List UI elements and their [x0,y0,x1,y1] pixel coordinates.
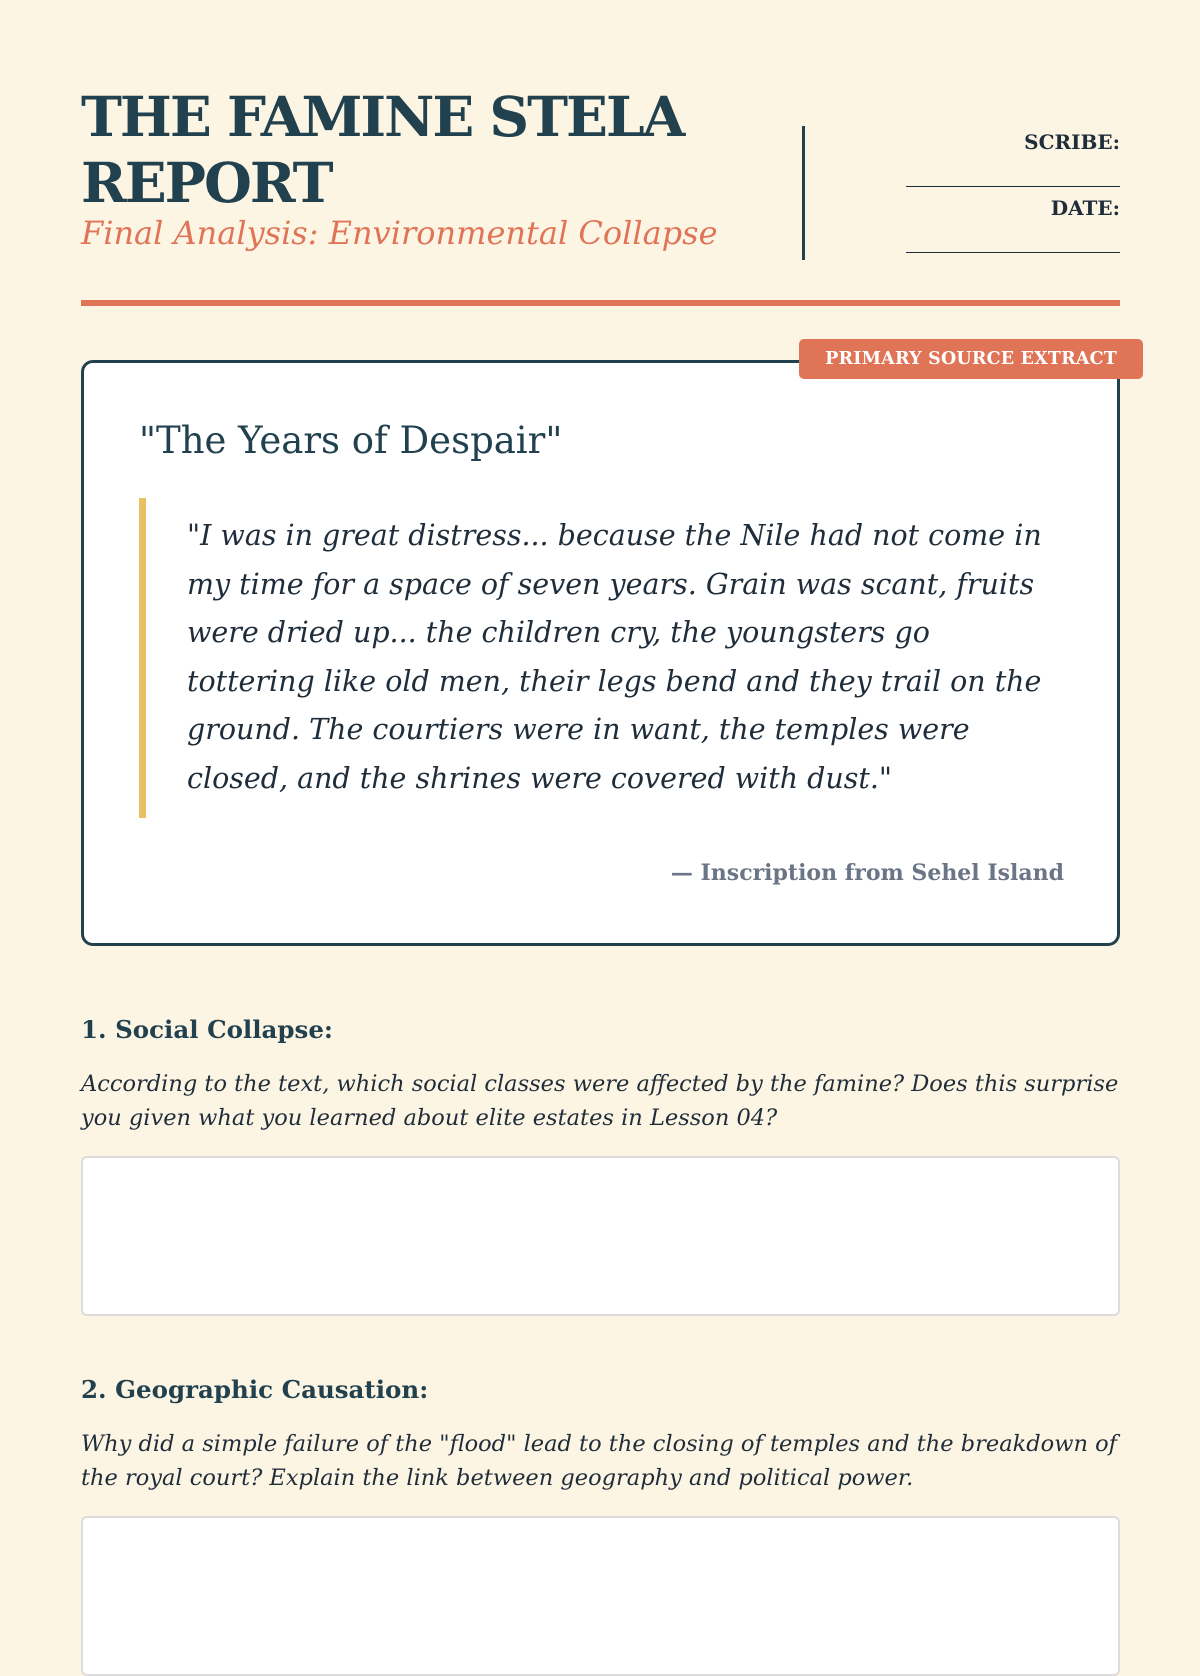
date-field[interactable] [906,192,1120,258]
question-heading: 1. Social Collapse: [81,1015,333,1044]
worksheet-page [81,0,1120,1491]
date-label: DATE: [1050,196,1120,220]
report-header [81,0,1120,310]
answer-box-2[interactable] [81,1516,1120,1676]
student-info [906,126,1120,258]
quote-text: "I was in great distress... because the Nile had not come in my time for a space of seven years. Grain was scant, fruits were dried up... the children cry, the youngsters go tottering like old men, their legs bend and they trail on the ground. The courtiers were in want, the temples were closed, and the shrines were covered with dust." [187,519,1042,795]
question-heading: 2. Geographic Causation: [81,1375,429,1404]
answer-box-1[interactable] [81,1156,1120,1316]
date-line [906,252,1120,253]
scribe-line [906,186,1120,187]
scribe-label: SCRIBE: [1024,130,1120,154]
question-prompt: According to the text, which social classes were affected by the famine? Does this surprise you given what you learned about elite estates in Lesson 04? [81,1071,1119,1131]
scribe-field[interactable] [906,126,1120,192]
report-subtitle: Final Analysis: Environmental Collapse [81,214,718,252]
primary-source-card [81,349,1120,946]
question-prompt: Why did a simple failure of the "flood" lead to the closing of temples and the breakdown of the royal court? Explain the link between geography and political power. [81,1431,1117,1491]
header-rule [81,300,1120,306]
primary-source-badge: PRIMARY SOURCE EXTRACT [799,339,1143,379]
header-divider [802,126,805,260]
question-1 [81,1015,1120,1316]
source-quote [139,498,1059,818]
source-citation: — Inscription from Sehel Island [670,860,1064,886]
question-2 [81,1375,1120,1676]
report-title: THE FAMINE STELA REPORT [81,84,684,215]
source-title: "The Years of Despair" [139,419,563,462]
